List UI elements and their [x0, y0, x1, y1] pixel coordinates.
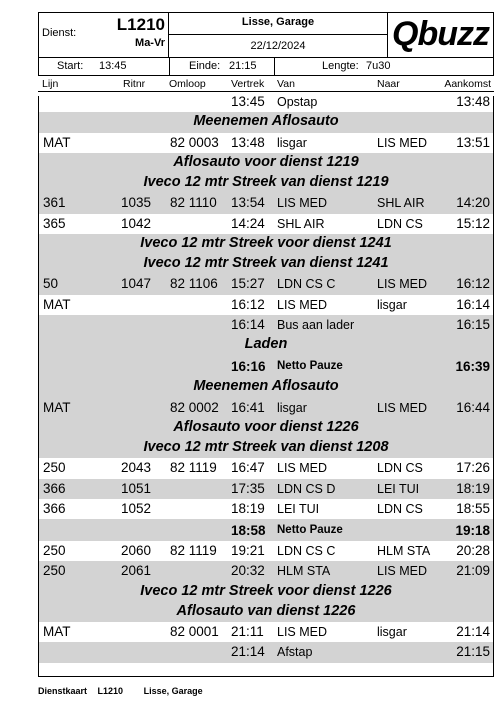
lengte-label: Lengte: [322, 60, 359, 72]
dienstkaart-sheet [38, 12, 494, 663]
pause-start: 16:16 [231, 359, 266, 375]
pause-row [38, 355, 494, 377]
cell-omloop: 82 1119 [170, 543, 217, 558]
cell-lijn: MAT [43, 134, 71, 150]
cell-vertrek: 13:54 [231, 195, 265, 211]
footer-code: L1210 [97, 686, 124, 696]
cell-naar: LIS MED [377, 135, 428, 150]
trip-row [38, 315, 494, 335]
cell-lijn: 366 [43, 480, 66, 496]
cell-ritnr: 1047 [121, 276, 152, 292]
cell-lijn: 361 [43, 195, 66, 211]
cell-van: LIS MED [277, 196, 328, 211]
cell-omloop: 82 1110 [170, 195, 217, 211]
cell-naar: LIS MED [377, 277, 428, 292]
dienst-cell [39, 13, 169, 57]
cell-vertrek: 21:14 [231, 644, 265, 660]
section-heading-row [38, 234, 494, 254]
cell-aankomst: 16:12 [456, 276, 490, 292]
section-heading-row [38, 112, 494, 132]
cell-ritnr: 2043 [121, 460, 152, 476]
cell-lijn: 50 [43, 276, 59, 292]
cell-vertrek: 16:47 [231, 460, 265, 476]
location-cell [169, 13, 388, 57]
cell-lijn: MAT [43, 399, 71, 415]
header-divider [169, 34, 387, 35]
cell-naar: lisgar [377, 625, 407, 639]
cell-van: LEI TUI [277, 501, 320, 516]
trip-row [38, 295, 494, 315]
cell-vertrek: 16:12 [231, 296, 265, 312]
cell-ritnr: 1042 [121, 215, 152, 231]
pause-label: Netto Pauze [277, 524, 343, 536]
col-ritnr: Ritnr [123, 78, 146, 90]
cell-lijn: MAT [43, 296, 71, 312]
cell-vertrek: 14:24 [231, 215, 265, 231]
cell-lijn: 366 [43, 500, 66, 516]
col-van: Van [277, 78, 295, 90]
cell-aankomst: 13:51 [456, 134, 490, 150]
cell-van: Opstap [277, 95, 318, 109]
cell-omloop: 82 0002 [170, 399, 219, 415]
start-value: 13:45 [99, 60, 127, 72]
trip-row [38, 398, 494, 418]
cell-ritnr: 2061 [121, 563, 152, 579]
pause-start: 18:58 [231, 523, 266, 538]
pause-end: 19:18 [455, 523, 490, 538]
section-heading-row [38, 418, 494, 438]
pause-end: 16:39 [455, 359, 490, 375]
cell-omloop: 82 0001 [170, 624, 219, 639]
column-headers [38, 76, 494, 92]
cell-ritnr: 2060 [121, 543, 152, 558]
schedule-rows [38, 92, 494, 663]
section-heading-row [38, 254, 494, 274]
cell-naar: LDN CS [377, 216, 423, 231]
cell-aankomst: 13:48 [456, 94, 490, 109]
cell-van: lisgar [277, 400, 307, 415]
cell-van: Bus aan lader [277, 317, 355, 332]
trip-row [38, 479, 494, 499]
cell-aankomst: 21:15 [456, 644, 490, 660]
cell-van: LDN CS D [277, 481, 336, 496]
cell-lijn: 250 [43, 460, 66, 476]
cell-van: HLM STA [277, 564, 331, 579]
section-heading: Iveco 12 mtr Streek voor dienst 1226 [140, 582, 392, 599]
cell-aankomst: 17:26 [456, 460, 490, 476]
trip-row [38, 458, 494, 478]
trip-row [38, 193, 494, 213]
trip-row [38, 274, 494, 294]
cell-vertrek: 13:48 [231, 134, 265, 150]
trip-row [38, 92, 494, 112]
trip-row [38, 561, 494, 581]
section-heading-row [38, 438, 494, 458]
section-heading: Meenemen Aflosauto [193, 113, 339, 130]
trip-row [38, 499, 494, 519]
section-heading: Iveco 12 mtr Streek van dienst 1219 [143, 174, 389, 190]
trip-row [38, 622, 494, 642]
cell-vertrek: 16:14 [231, 316, 265, 332]
cell-vertrek: 21:11 [231, 624, 264, 639]
cell-aankomst: 21:14 [456, 624, 490, 639]
col-omloop: Omloop [169, 78, 206, 90]
header-box [38, 12, 494, 58]
cell-naar: LEI TUI [377, 481, 420, 496]
cell-van: LDN CS C [277, 544, 336, 558]
dienst-label: Dienst: [42, 27, 77, 39]
section-heading-row [38, 377, 494, 397]
footer-label: Dienstkaart [38, 686, 88, 696]
section-heading-row [38, 335, 494, 355]
start-label: Start: [57, 60, 84, 72]
cell-vertrek: 18:19 [231, 500, 265, 516]
section-heading: Iveco 12 mtr Streek van dienst 1208 [143, 439, 389, 455]
trip-row [38, 133, 494, 153]
einde-label: Einde: [189, 60, 221, 72]
footer [38, 686, 211, 696]
dienst-days: Ma-Vr [135, 37, 165, 49]
cell-lijn: 365 [43, 215, 66, 231]
cell-vertrek: 20:32 [231, 563, 265, 579]
times-bar [38, 58, 494, 76]
trip-row [38, 214, 494, 234]
cell-van: LIS MED [277, 625, 328, 639]
cell-naar: LDN CS [377, 501, 423, 516]
cell-ritnr: 1051 [121, 480, 152, 496]
cell-aankomst: 16:44 [456, 399, 490, 415]
logo-cell [388, 13, 493, 57]
cell-aankomst: 20:28 [456, 543, 490, 558]
cell-naar: SHL AIR [377, 196, 425, 211]
cell-vertrek: 13:45 [231, 94, 265, 109]
location: Lisse, Garage [241, 16, 315, 28]
section-heading: Aflosauto voor dienst 1219 [173, 153, 359, 170]
col-naar: Naar [377, 78, 400, 90]
pause-label: Netto Pauze [277, 360, 343, 373]
cell-omloop: 82 1106 [170, 276, 218, 292]
date: 22/12/2024 [250, 40, 306, 52]
cell-ritnr: 1035 [121, 195, 152, 211]
times-divider [169, 58, 170, 75]
pause-row [38, 519, 494, 541]
cell-ritnr: 1052 [121, 500, 152, 516]
cell-omloop: 82 0003 [170, 134, 219, 150]
section-heading: Iveco 12 mtr Streek voor dienst 1241 [140, 234, 392, 251]
cell-vertrek: 19:21 [231, 543, 265, 558]
cell-van: LDN CS C [277, 277, 336, 292]
einde-value: 21:15 [229, 60, 257, 72]
cell-aankomst: 16:15 [456, 316, 490, 332]
qbuzz-logo: Qbuzz [392, 15, 489, 53]
cell-naar: LIS MED [377, 400, 428, 415]
cell-vertrek: 16:41 [231, 399, 265, 415]
cell-aankomst: 14:20 [456, 195, 490, 211]
lengte-value: 7u30 [366, 60, 391, 72]
section-heading-row [38, 173, 494, 193]
cell-lijn: 250 [43, 543, 66, 558]
cell-naar: lisgar [377, 297, 407, 312]
cell-van: Afstap [277, 645, 313, 660]
cell-vertrek: 17:35 [231, 480, 265, 496]
cell-vertrek: 15:27 [231, 276, 265, 292]
cell-aankomst: 15:12 [456, 215, 490, 231]
cell-van: lisgar [277, 135, 307, 150]
section-heading: Iveco 12 mtr Streek van dienst 1241 [143, 255, 389, 271]
cell-naar: LIS MED [377, 564, 428, 579]
section-heading: Aflosauto van dienst 1226 [176, 602, 356, 619]
dienst-code: L1210 [116, 15, 165, 34]
section-heading-row [38, 153, 494, 173]
section-heading: Laden [244, 336, 288, 352]
trip-row [38, 541, 494, 561]
cell-naar: LDN CS [377, 461, 423, 476]
col-lijn: Lijn [42, 78, 59, 90]
cell-aankomst: 16:14 [456, 296, 490, 312]
cell-lijn: MAT [43, 624, 71, 639]
cell-aankomst: 18:19 [456, 480, 490, 496]
footer-location: Lisse, Garage [143, 686, 203, 696]
cell-van: SHL AIR [277, 216, 325, 231]
cell-naar: HLM STA [377, 544, 431, 558]
cell-van: LIS MED [277, 297, 328, 312]
section-heading: Meenemen Aflosauto [193, 378, 339, 395]
cell-aankomst: 18:55 [456, 500, 490, 516]
section-heading: Aflosauto voor dienst 1226 [173, 418, 359, 435]
times-divider [274, 58, 275, 75]
cell-lijn: 250 [43, 563, 66, 579]
cell-aankomst: 21:09 [456, 563, 490, 579]
cell-van: LIS MED [277, 461, 328, 476]
section-heading-row [38, 582, 494, 602]
section-heading-row [38, 602, 494, 622]
cell-omloop: 82 1119 [170, 460, 217, 476]
trip-row [38, 642, 494, 662]
col-aankomst: Aankomst [444, 78, 491, 90]
col-vertrek: Vertrek [231, 78, 265, 90]
